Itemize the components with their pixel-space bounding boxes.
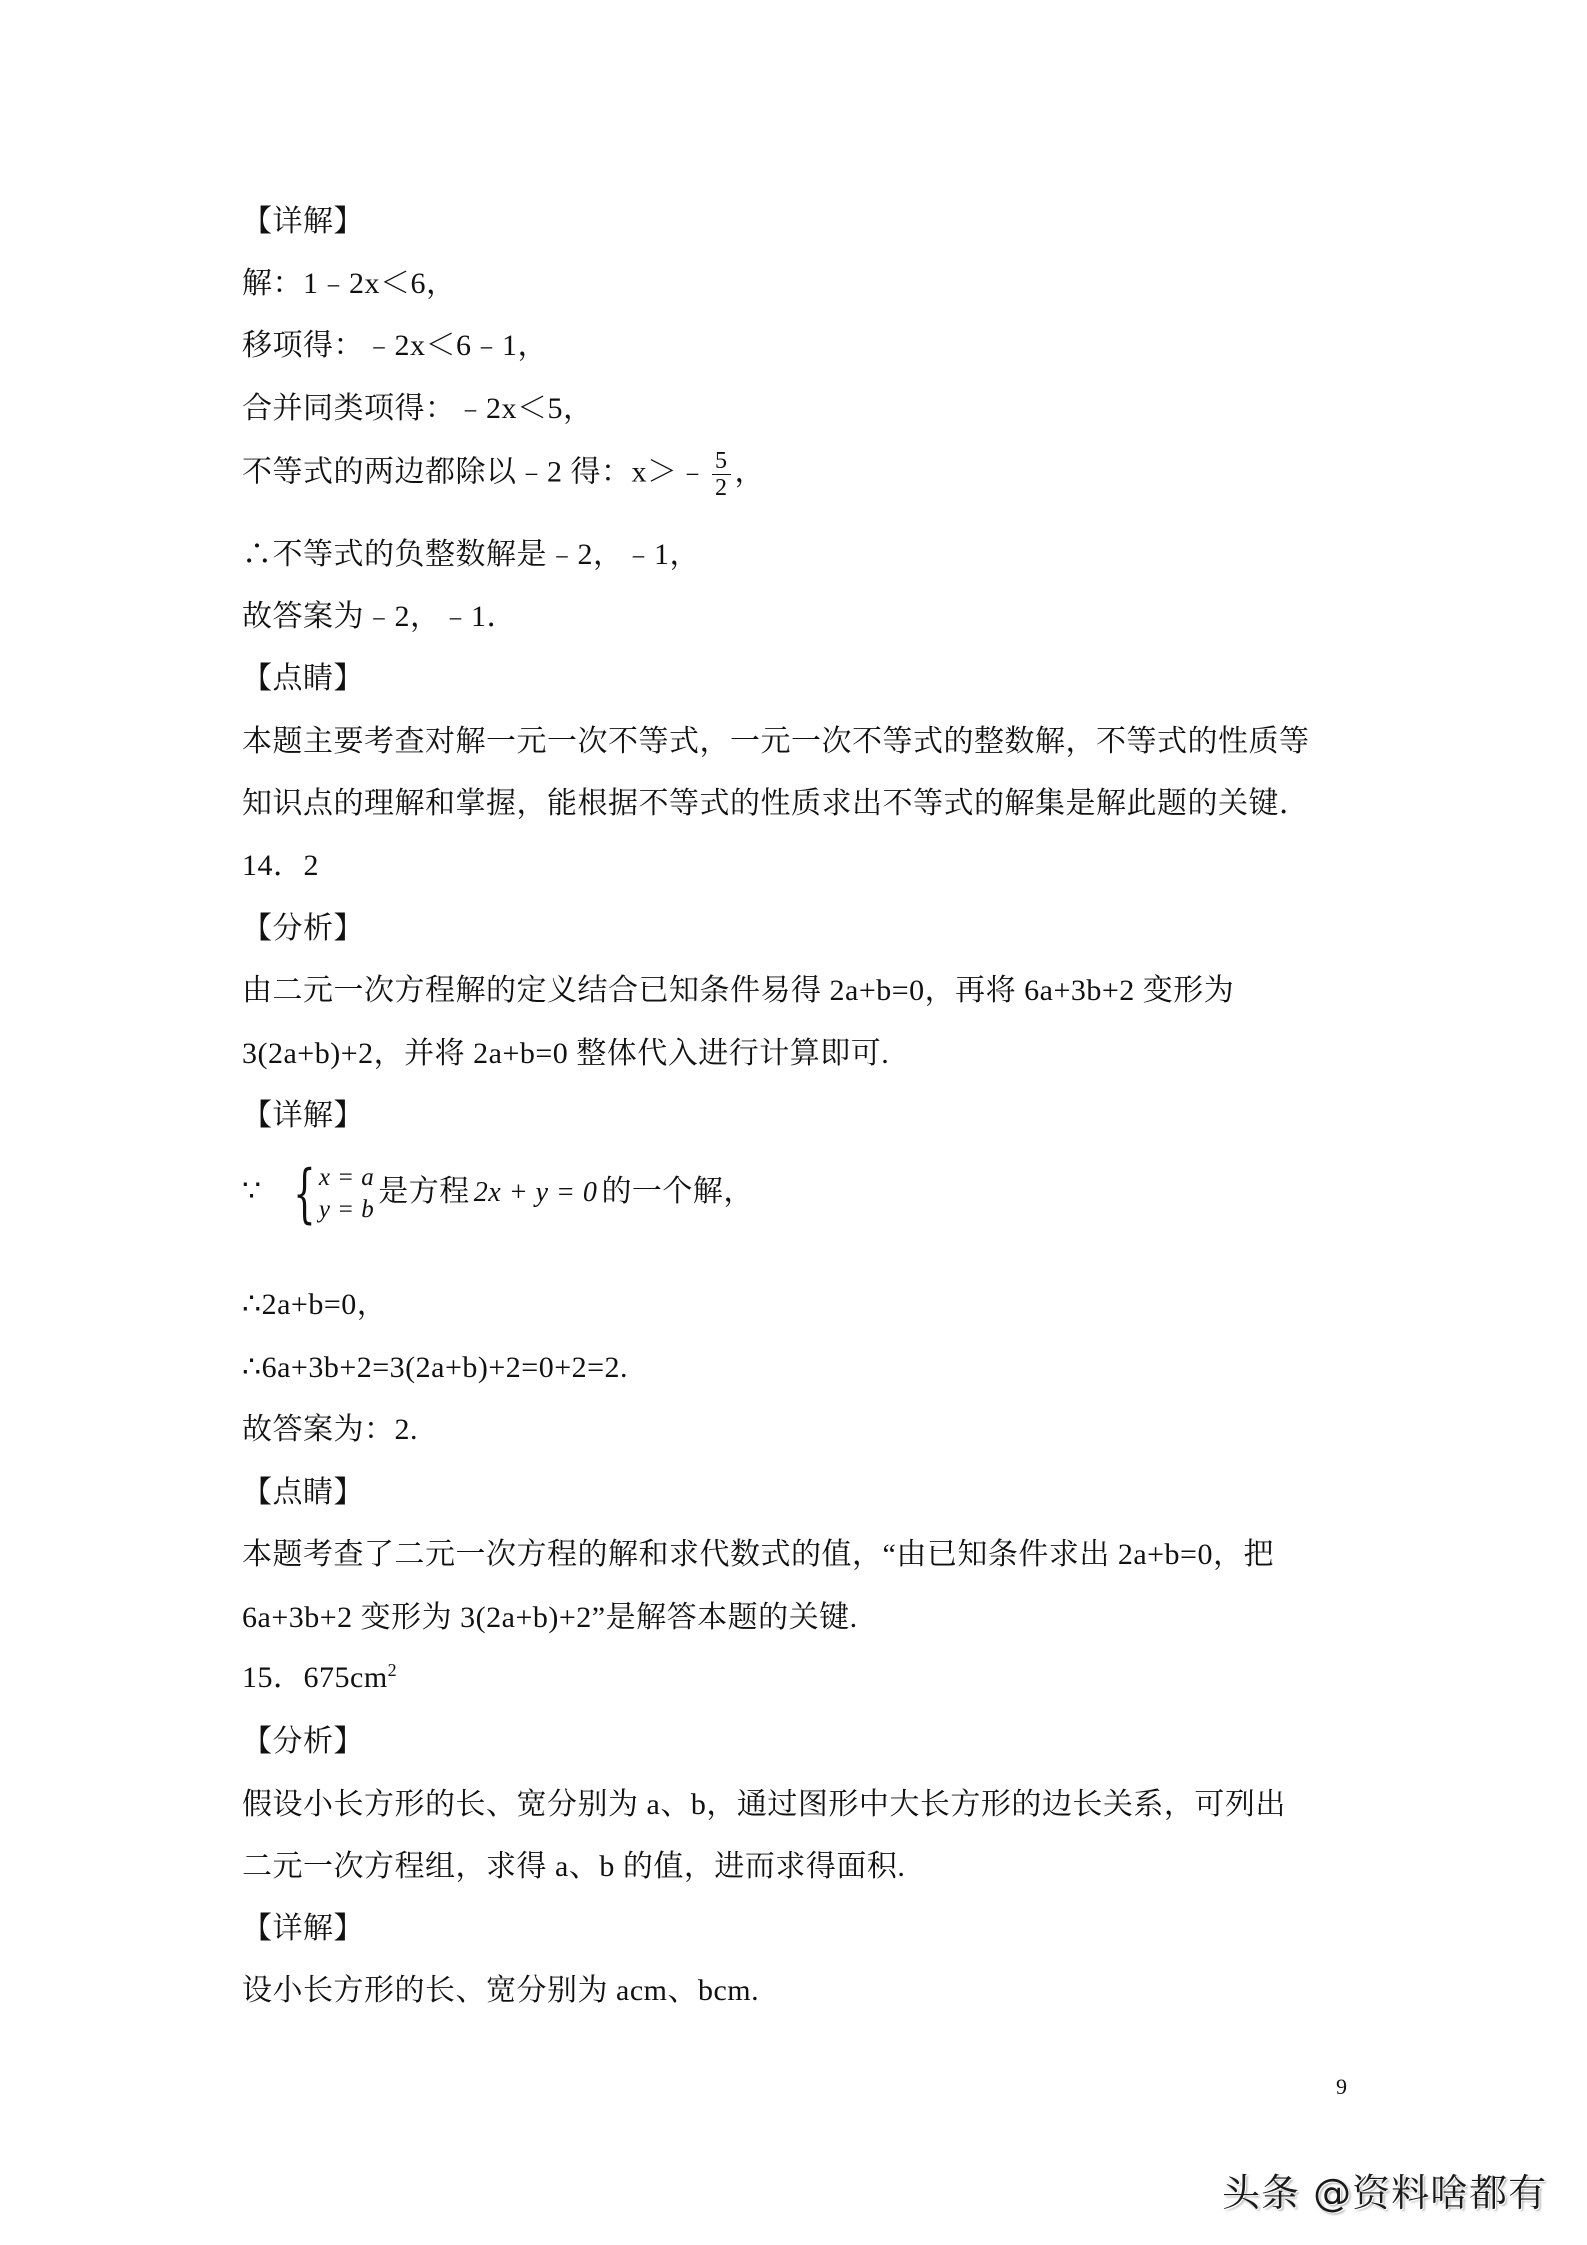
equation-system-line (242, 1157, 754, 1232)
because-symbol: ∵ (242, 1175, 262, 1208)
system-middle-text: 是方程 (378, 1175, 470, 1208)
fraction-numerator: 5 (712, 448, 731, 475)
equation-system (284, 1157, 375, 1232)
comment-text-line: 本题考查了二元一次方程的解和求代数式的值，“由已知条件求出 2a+b=0，把 (242, 1538, 1274, 1571)
solution-step-line: 合并同类项得：﹣2x＜5， (242, 392, 594, 425)
inline-equation: 2x + y = 0 (473, 1177, 598, 1208)
section-heading-comment: 【点睛】 (242, 1476, 364, 1509)
solution-step-line: 故答案为：2. (242, 1413, 418, 1446)
analysis-text-line: 由二元一次方程解的定义结合已知条件易得 2a+b=0，再将 6a+3b+2 变形为 (242, 974, 1235, 1007)
section-heading-analysis: 【分析】 (242, 1725, 364, 1758)
system-row-x: x = a (318, 1164, 375, 1192)
comment-text-line: 6a+3b+2 变形为 3(2a+b)+2”是解答本题的关键. (242, 1601, 858, 1634)
left-brace-icon: { (292, 1157, 316, 1232)
solution-step-line: 移项得：﹣2x＜6﹣1， (242, 329, 548, 362)
fraction (712, 448, 731, 501)
answer-line-14: 14．2 (242, 849, 319, 882)
fraction-denominator: 2 (715, 475, 728, 501)
section-heading-detail: 【详解】 (242, 205, 364, 238)
solution-step-line: 设小长方形的长、宽分别为 acm、bcm. (242, 1974, 760, 2007)
solution-step-line: 故答案为﹣2，﹣1． (242, 600, 517, 633)
solution-step-line: ∴6a+3b+2=3(2a+b)+2=0+2=2. (242, 1351, 629, 1384)
system-suffix-text: 的一个解， (601, 1175, 754, 1208)
comment-text-line: 本题主要考查对解一元一次不等式，一元一次不等式的整数解，不等式的性质等 (242, 725, 1310, 758)
superscript: 2 (387, 1660, 398, 1680)
solution-step-line: ∴2a+b=0， (242, 1288, 388, 1321)
analysis-text-line: 3(2a+b)+2，并将 2a+b=0 整体代入进行计算即可. (242, 1037, 890, 1070)
section-heading-detail: 【详解】 (242, 1099, 364, 1132)
section-heading-analysis: 【分析】 (242, 912, 364, 945)
solution-step-line: 解：1﹣2x＜6， (242, 267, 457, 300)
solution-step-line: ∴不等式的负整数解是﹣2，﹣1， (242, 538, 700, 571)
section-heading-detail: 【详解】 (242, 1912, 364, 1945)
page-number: 9 (1336, 2074, 1347, 2099)
fraction-line-suffix: ， (734, 455, 765, 489)
answer-line-15 (242, 1660, 397, 1696)
answer-text: 15．675cm (242, 1661, 388, 1694)
solution-step-fraction-line (242, 448, 765, 501)
system-row-y: y = b (318, 1196, 375, 1224)
watermark: 头条 @资料啥都有 (1222, 2171, 1548, 2215)
analysis-text-line: 假设小长方形的长、宽分别为 a、b，通过图形中大长方形的边长关系，可列出 (242, 1788, 1286, 1821)
comment-text-line: 知识点的理解和掌握，能根据不等式的性质求出不等式的解集是解此题的关键． (242, 787, 1310, 820)
section-heading-comment: 【点睛】 (242, 662, 364, 695)
fraction-line-prefix: 不等式的两边都除以﹣2 得：x＞﹣ (242, 455, 708, 489)
analysis-text-line: 二元一次方程组，求得 a、b 的值，进而求得面积. (242, 1850, 906, 1883)
